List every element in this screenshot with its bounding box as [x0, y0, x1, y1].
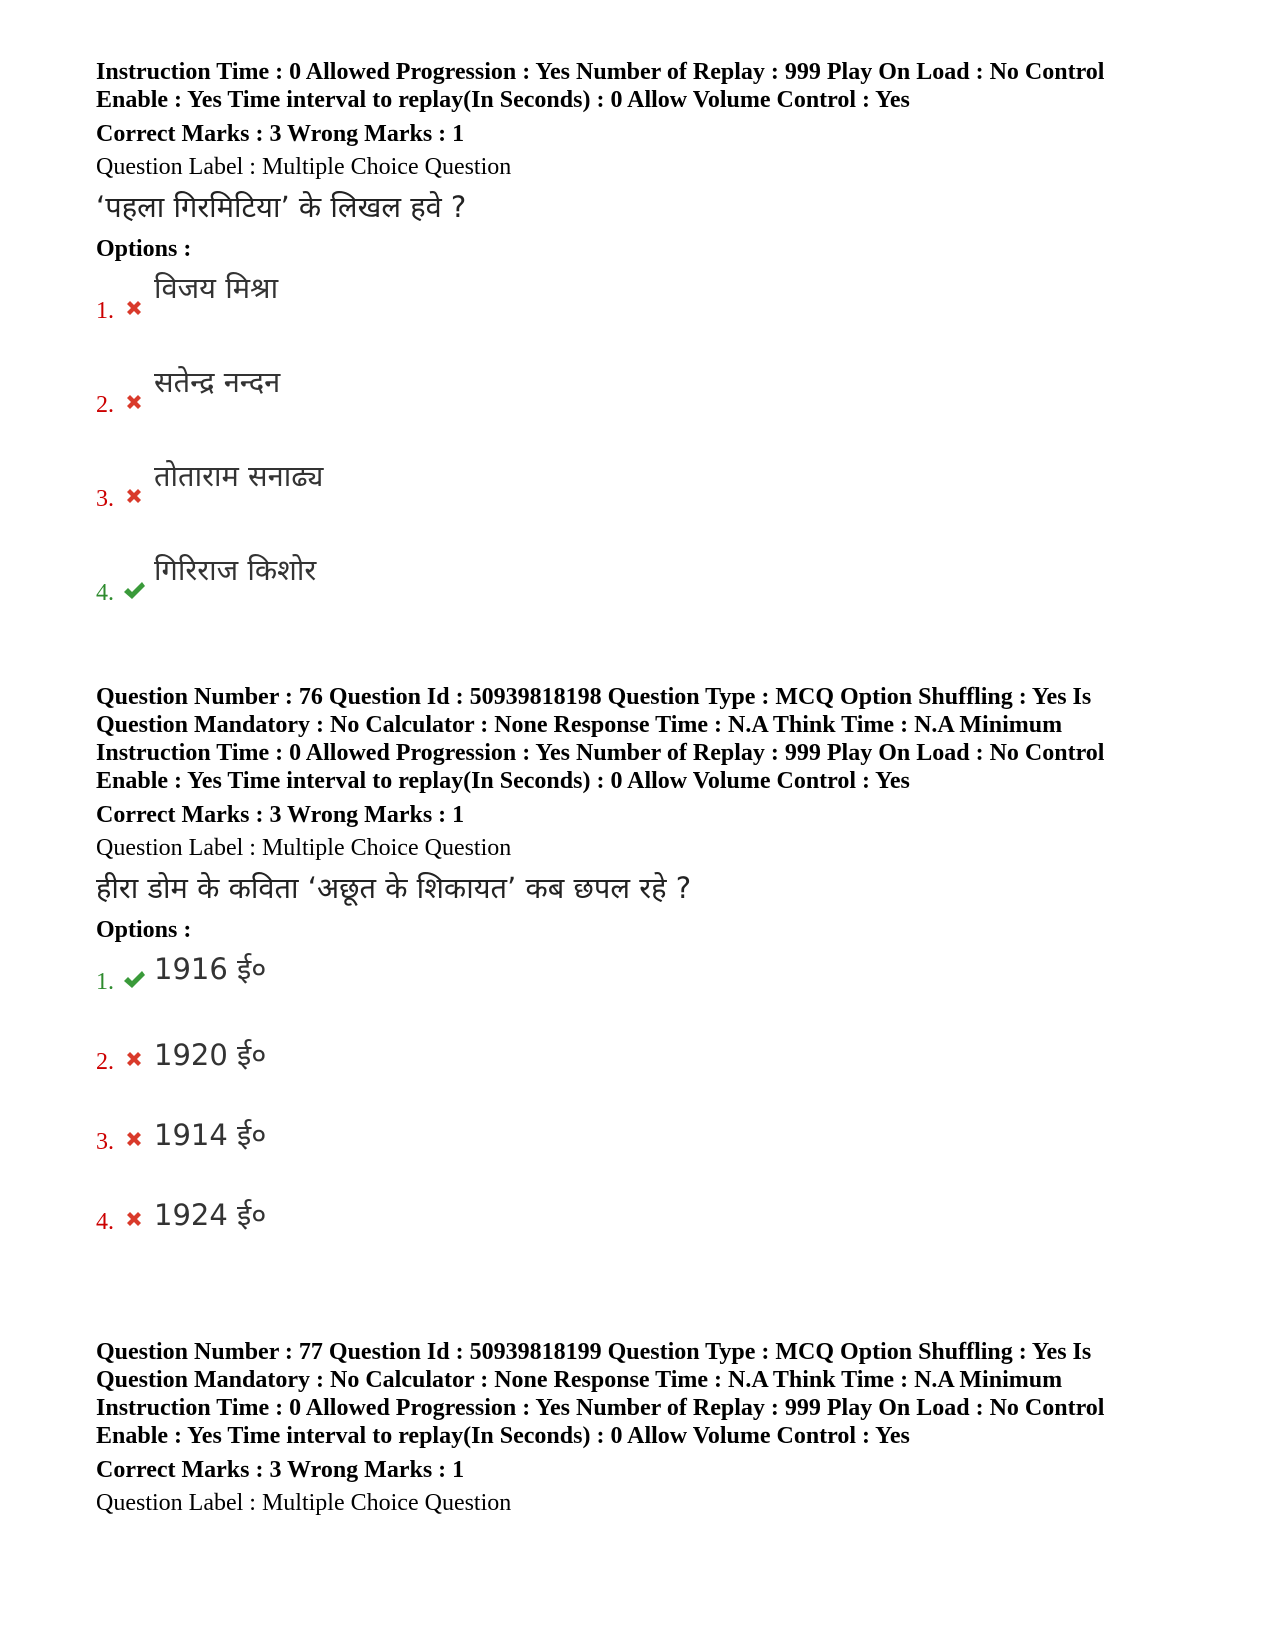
question-text: हीरा डोम के कविता ‘अछूत के शिकायत’ कब छपल रहे ? — [96, 871, 692, 905]
question-meta: Question Number : 76 Question Id : 50939818198 Question Type : MCQ Option Shuffling : Yes Is Question Mandatory : No Calculator : None Response Time : N.A Think Time : N.A Minimum Instruction Time : 0 Allowed Progression : Yes Number of Replay : 999 Play On Load : No Control Enable : Yes Time interval to replay(In Seconds) : 0 Allow Volume Control : Yes — [96, 684, 1105, 794]
options-heading: Options : — [96, 236, 192, 262]
option-text: 1924 ई० — [154, 1198, 267, 1232]
question-label: Question Label : Multiple Choice Question — [96, 835, 512, 861]
option-number: 4. — [96, 580, 114, 606]
option-item — [96, 1188, 1196, 1268]
option-item — [96, 545, 1196, 639]
check-icon — [122, 579, 146, 603]
options-list — [96, 263, 1196, 639]
option-number: 3. — [96, 486, 114, 512]
options-list — [96, 944, 1196, 1268]
option-item — [96, 451, 1196, 545]
option-text: 1914 ई० — [154, 1118, 267, 1152]
question-text: ‘पहला गिरमिटिया’ के लिखल हवे ? — [96, 190, 467, 224]
check-icon — [122, 968, 146, 992]
cross-icon — [122, 1048, 146, 1072]
option-text: तोताराम सनाढ्य — [154, 459, 324, 493]
option-item — [96, 1108, 1196, 1188]
options-heading: Options : — [96, 917, 192, 943]
question-label: Question Label : Multiple Choice Question — [96, 1490, 512, 1516]
marks-info: Correct Marks : 3 Wrong Marks : 1 — [96, 802, 465, 828]
option-item — [96, 263, 1196, 357]
question-paper-page — [96, 58, 1196, 1517]
option-number: 1. — [96, 969, 114, 995]
question-block-75 — [96, 58, 1196, 639]
question-meta: Instruction Time : 0 Allowed Progression : Yes Number of Replay : 999 Play On Load : No Control Enable : Yes Time interval to replay(In Seconds) : 0 Allow Volume Control : Yes — [96, 59, 1105, 113]
question-block-76 — [96, 683, 1196, 1268]
option-text: 1920 ई० — [154, 1038, 267, 1072]
cross-icon — [122, 297, 146, 321]
marks-info: Correct Marks : 3 Wrong Marks : 1 — [96, 1457, 465, 1483]
option-text: गिरिराज किशोर — [154, 553, 317, 587]
option-number: 2. — [96, 392, 114, 418]
option-number: 3. — [96, 1129, 114, 1155]
cross-icon — [122, 391, 146, 415]
cross-icon — [122, 485, 146, 509]
option-number: 2. — [96, 1049, 114, 1075]
option-text: विजय मिश्रा — [154, 271, 279, 305]
cross-icon — [122, 1128, 146, 1152]
question-label: Question Label : Multiple Choice Question — [96, 154, 512, 180]
marks-info: Correct Marks : 3 Wrong Marks : 1 — [96, 121, 465, 147]
question-meta: Question Number : 77 Question Id : 50939818199 Question Type : MCQ Option Shuffling : Yes Is Question Mandatory : No Calculator : None Response Time : N.A Think Time : N.A Minimum Instruction Time : 0 Allowed Progression : Yes Number of Replay : 999 Play On Load : No Control Enable : Yes Time interval to replay(In Seconds) : 0 Allow Volume Control : Yes — [96, 1339, 1105, 1449]
question-block-77 — [96, 1338, 1196, 1517]
option-number: 1. — [96, 298, 114, 324]
option-text: सतेन्द्र नन्दन — [154, 365, 281, 399]
cross-icon — [122, 1208, 146, 1232]
option-item — [96, 357, 1196, 451]
option-item — [96, 944, 1196, 1028]
option-item — [96, 1028, 1196, 1108]
option-text: 1916 ई० — [154, 952, 267, 986]
option-number: 4. — [96, 1209, 114, 1235]
